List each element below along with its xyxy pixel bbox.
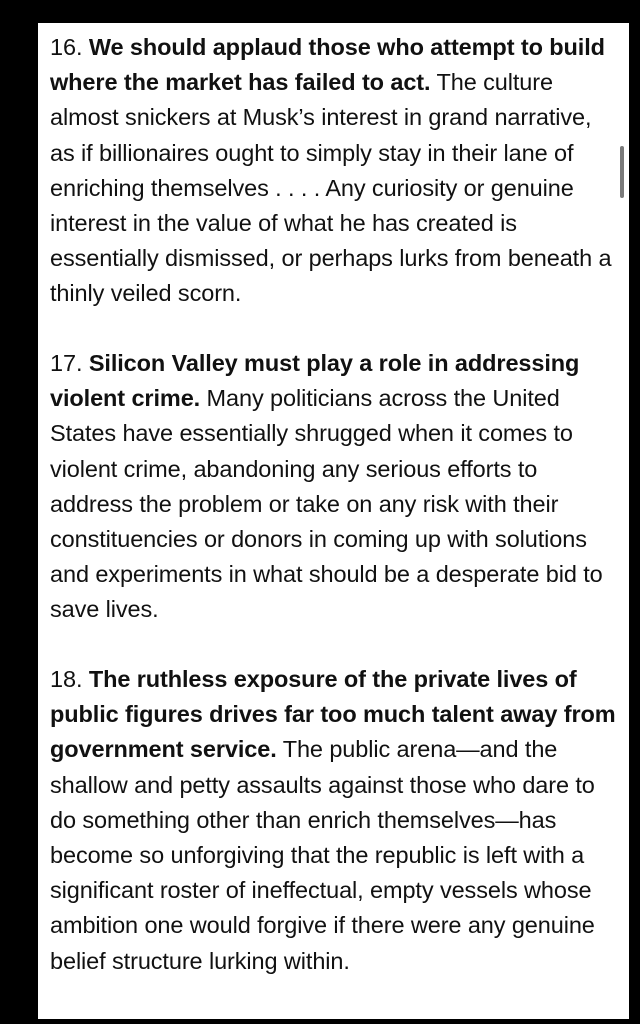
item-body: The public arena—and the shallow and petty assaults against those who dare to do something other than enrich themselves—has become so unforgiving that the republic is left with a significant roster of ineffectual, empty vessels whose ambition one would forgive if there were any genuine belief structure lurking within. (50, 736, 595, 974)
scrollbar-thumb[interactable] (620, 146, 624, 198)
item-heading: The ruthless exposure of the private lives of public figures drives far too much talent away from government service. (50, 666, 616, 763)
item-number: 17. (50, 350, 83, 376)
list-item-16 (50, 30, 620, 312)
item-number: 18. (50, 666, 83, 692)
list-item-18 (50, 662, 620, 979)
list-item-17 (50, 346, 620, 628)
item-body: Many politicians across the United States have essentially shrugged when it comes to violent crime, abandoning any serious efforts to address the problem or take on any risk with their constituencies or donors in coming up with solutions and experiments in what should be a desperate bid to save lives. (50, 385, 603, 623)
item-body: The culture almost snickers at Musk’s interest in grand narrative, as if billionaires ought to simply stay in their lane of enriching themselves . . . . Any curiosity or genuine interest in the value of what he has created is essentially dismissed, or perhaps lurks from beneath a thinly veiled scorn. (50, 69, 612, 307)
item-heading: We should applaud those who attempt to build where the market has failed to act. (50, 34, 605, 96)
item-number: 16. (50, 34, 83, 60)
item-heading: Silicon Valley must play a role in addressing violent crime. (50, 350, 580, 412)
